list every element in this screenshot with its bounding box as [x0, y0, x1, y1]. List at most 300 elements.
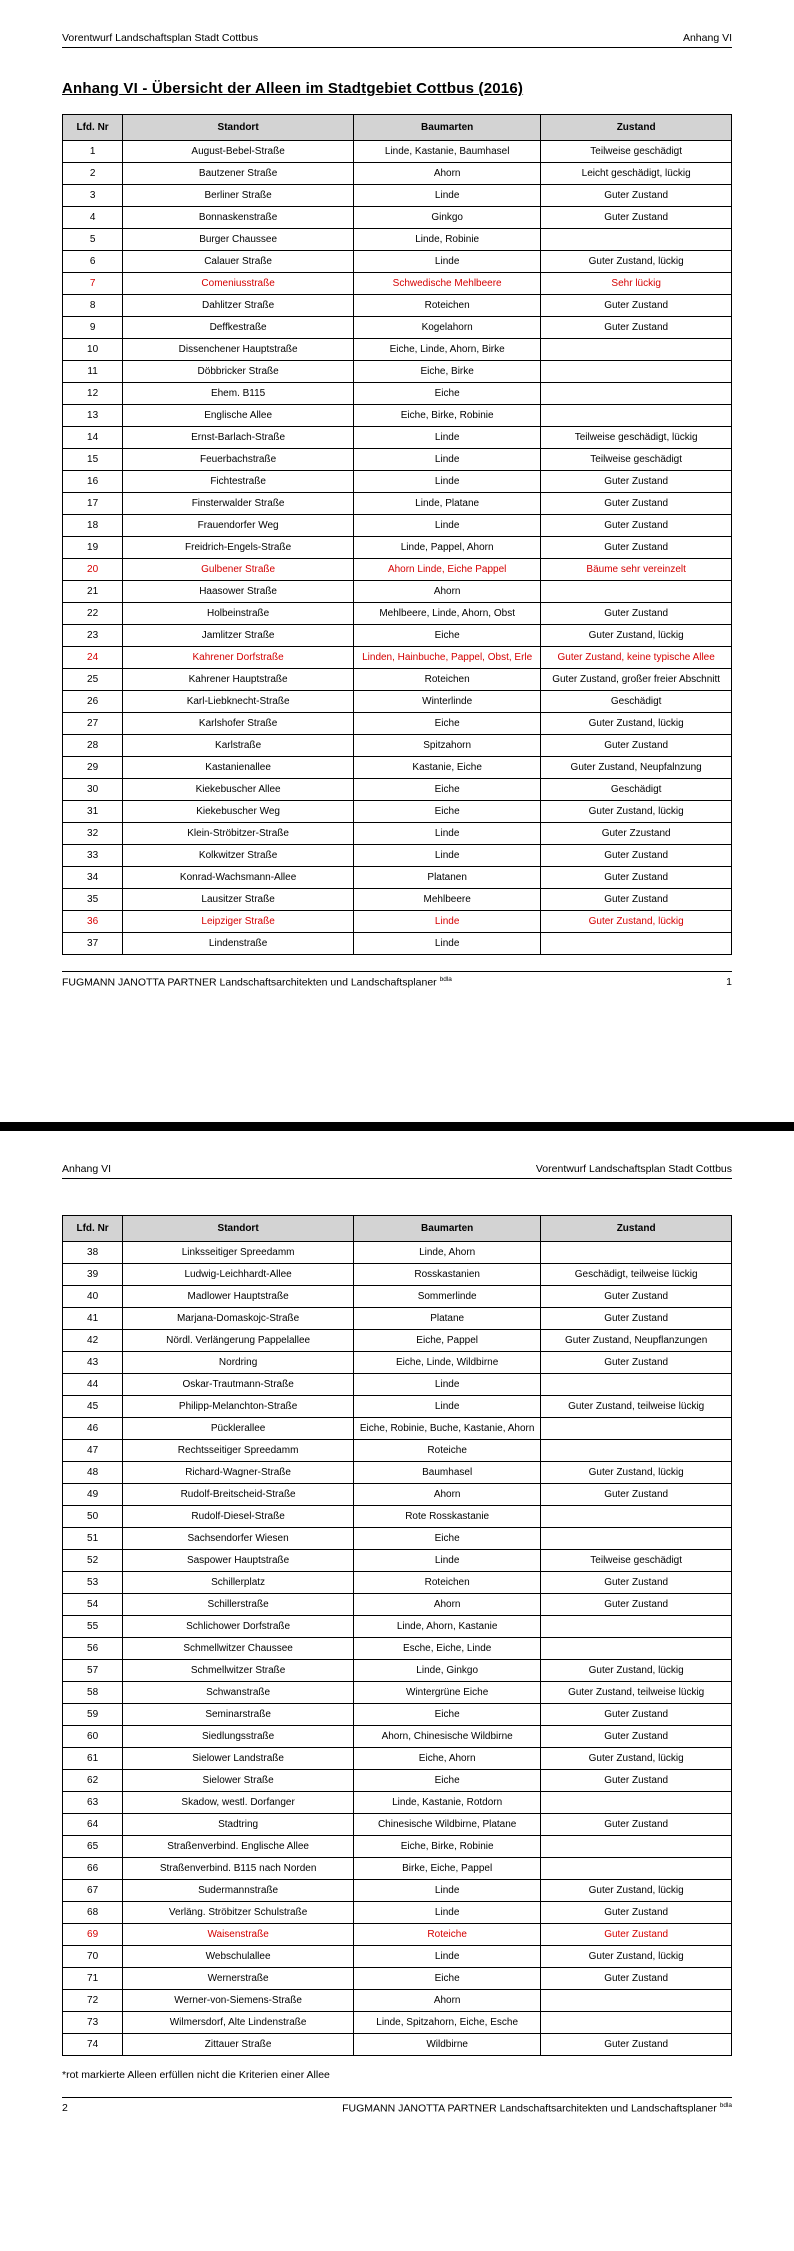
- cell-baumarten: Spitzahorn: [354, 735, 541, 757]
- cell-baumarten: Schwedische Mehlbeere: [354, 273, 541, 295]
- cell-zustand: Guter Zustand: [541, 537, 732, 559]
- cell-zustand: Bäume sehr vereinzelt: [541, 559, 732, 581]
- table-row: [63, 1286, 732, 1308]
- table-row: [63, 405, 732, 427]
- table-row: [63, 581, 732, 603]
- cell-nr: 3: [63, 185, 123, 207]
- table-row: [63, 1242, 732, 1264]
- cell-nr: 62: [63, 1770, 123, 1792]
- column-header-standort: Standort: [123, 115, 354, 141]
- table-row: [63, 361, 732, 383]
- cell-standort: Marjana-Domaskojc-Straße: [123, 1308, 354, 1330]
- cell-baumarten: Linde: [354, 185, 541, 207]
- cell-baumarten: Linde, Platane: [354, 493, 541, 515]
- cell-nr: 17: [63, 493, 123, 515]
- cell-standort: Schillerplatz: [123, 1572, 354, 1594]
- table-row: [63, 845, 732, 867]
- table-row: [63, 1484, 732, 1506]
- table-row: [63, 713, 732, 735]
- table-row: [63, 427, 732, 449]
- table-row: [63, 757, 732, 779]
- cell-zustand: Geschädigt: [541, 691, 732, 713]
- cell-nr: 23: [63, 625, 123, 647]
- cell-zustand: Geschädigt: [541, 779, 732, 801]
- running-header: [62, 32, 732, 48]
- column-header-baumarten: Baumarten: [354, 115, 541, 141]
- table-row: [63, 1440, 732, 1462]
- cell-nr: 63: [63, 1792, 123, 1814]
- cell-standort: Philipp-Melanchton-Straße: [123, 1396, 354, 1418]
- cell-baumarten: Eiche, Birke: [354, 361, 541, 383]
- footer-company-name: FUGMANN JANOTTA PARTNER Landschaftsarchitekten und Landschaftsplaner: [342, 2102, 717, 2115]
- table-row: [63, 1792, 732, 1814]
- cell-nr: 65: [63, 1836, 123, 1858]
- cell-zustand: Guter Zustand: [541, 735, 732, 757]
- cell-baumarten: Wintergrüne Eiche: [354, 1682, 541, 1704]
- cell-zustand: Guter Zustand: [541, 1968, 732, 1990]
- footer-company-text: [62, 976, 452, 989]
- cell-zustand: Guter Zustand: [541, 295, 732, 317]
- cell-zustand: Geschädigt, teilweise lückig: [541, 1264, 732, 1286]
- cell-standort: Linksseitiger Spreedamm: [123, 1242, 354, 1264]
- cell-zustand: Guter Zustand: [541, 603, 732, 625]
- table-row: [63, 1374, 732, 1396]
- table-row: [63, 823, 732, 845]
- cell-standort: Schlichower Dorfstraße: [123, 1616, 354, 1638]
- cell-zustand: Guter Zustand: [541, 1308, 732, 1330]
- cell-zustand: Guter Zustand, lückig: [541, 1660, 732, 1682]
- cell-standort: Calauer Straße: [123, 251, 354, 273]
- cell-nr: 2: [63, 163, 123, 185]
- cell-baumarten: Eiche: [354, 1770, 541, 1792]
- cell-nr: 56: [63, 1638, 123, 1660]
- cell-baumarten: Eiche, Robinie, Buche, Kastanie, Ahorn: [354, 1418, 541, 1440]
- table-row: [63, 1726, 732, 1748]
- cell-zustand: Guter Zustand: [541, 493, 732, 515]
- cell-zustand: Guter Zustand: [541, 471, 732, 493]
- table-row: [63, 1418, 732, 1440]
- cell-baumarten: Roteichen: [354, 669, 541, 691]
- cell-zustand: Guter Zustand: [541, 1484, 732, 1506]
- table-row: [63, 1264, 732, 1286]
- cell-standort: Deffkestraße: [123, 317, 354, 339]
- cell-nr: 43: [63, 1352, 123, 1374]
- cell-baumarten: Linde: [354, 1946, 541, 1968]
- cell-standort: Schwanstraße: [123, 1682, 354, 1704]
- table-row: [63, 2034, 732, 2056]
- cell-zustand: [541, 405, 732, 427]
- cell-standort: Sielower Landstraße: [123, 1748, 354, 1770]
- document-page-1: [0, 0, 794, 1122]
- cell-baumarten: Ahorn, Chinesische Wildbirne: [354, 1726, 541, 1748]
- cell-standort: Rudolf-Breitscheid-Straße: [123, 1484, 354, 1506]
- document-page-2: [0, 1131, 794, 2251]
- cell-nr: 29: [63, 757, 123, 779]
- cell-baumarten: Eiche: [354, 1528, 541, 1550]
- cell-zustand: [541, 361, 732, 383]
- cell-baumarten: Ahorn: [354, 1990, 541, 2012]
- table-row: [63, 1968, 732, 1990]
- cell-standort: Döbbricker Straße: [123, 361, 354, 383]
- table-row: [63, 185, 732, 207]
- cell-zustand: Teilweise geschädigt, lückig: [541, 427, 732, 449]
- cell-nr: 8: [63, 295, 123, 317]
- cell-baumarten: Linde: [354, 911, 541, 933]
- cell-standort: Fichtestraße: [123, 471, 354, 493]
- header-left-text: Anhang VI: [62, 1163, 112, 1175]
- cell-standort: Richard-Wagner-Straße: [123, 1462, 354, 1484]
- cell-nr: 51: [63, 1528, 123, 1550]
- table-row: [63, 339, 732, 361]
- cell-nr: 66: [63, 1858, 123, 1880]
- cell-baumarten: Linde: [354, 933, 541, 955]
- cell-nr: 61: [63, 1748, 123, 1770]
- cell-nr: 73: [63, 2012, 123, 2034]
- page-separator-bar: [0, 1122, 794, 1131]
- cell-standort: Sudermannstraße: [123, 1880, 354, 1902]
- cell-zustand: Guter Zustand, großer freier Abschnitt: [541, 669, 732, 691]
- table-row: [63, 559, 732, 581]
- cell-standort: Seminarstraße: [123, 1704, 354, 1726]
- cell-standort: August-Bebel-Straße: [123, 141, 354, 163]
- table-row: [63, 1748, 732, 1770]
- cell-baumarten: Linden, Hainbuche, Pappel, Obst, Erle: [354, 647, 541, 669]
- cell-zustand: Guter Zustand: [541, 1814, 732, 1836]
- cell-nr: 1: [63, 141, 123, 163]
- cell-standort: Webschulallee: [123, 1946, 354, 1968]
- cell-baumarten: Ahorn: [354, 1594, 541, 1616]
- cell-nr: 42: [63, 1330, 123, 1352]
- cell-baumarten: Linde: [354, 449, 541, 471]
- table-row: [63, 1528, 732, 1550]
- cell-zustand: Guter Zustand, lückig: [541, 625, 732, 647]
- cell-zustand: Guter Zustand, Neupfalnzung: [541, 757, 732, 779]
- bdla-superscript: bdla: [439, 976, 452, 983]
- cell-standort: Sielower Straße: [123, 1770, 354, 1792]
- cell-standort: Ernst-Barlach-Straße: [123, 427, 354, 449]
- cell-zustand: [541, 2012, 732, 2034]
- cell-baumarten: Eiche: [354, 1968, 541, 1990]
- cell-standort: Freidrich-Engels-Straße: [123, 537, 354, 559]
- cell-baumarten: Esche, Eiche, Linde: [354, 1638, 541, 1660]
- cell-nr: 41: [63, 1308, 123, 1330]
- table-row: [63, 1880, 732, 1902]
- cell-zustand: [541, 1242, 732, 1264]
- cell-zustand: [541, 1990, 732, 2012]
- cell-nr: 16: [63, 471, 123, 493]
- table-row: [63, 867, 732, 889]
- table-row: [63, 2012, 732, 2034]
- cell-standort: Kastanienallee: [123, 757, 354, 779]
- table-row: [63, 1352, 732, 1374]
- cell-nr: 67: [63, 1880, 123, 1902]
- table-row: [63, 471, 732, 493]
- cell-standort: Straßenverbind. Englische Allee: [123, 1836, 354, 1858]
- table-row: [63, 383, 732, 405]
- table-row: [63, 1858, 732, 1880]
- cell-zustand: Guter Zustand: [541, 1770, 732, 1792]
- cell-standort: Rudolf-Diesel-Straße: [123, 1506, 354, 1528]
- cell-zustand: Guter Zustand, lückig: [541, 1748, 732, 1770]
- cell-baumarten: Linde, Ahorn: [354, 1242, 541, 1264]
- table-row: [63, 1902, 732, 1924]
- document-title: Anhang VI - Übersicht der Alleen im Stadtgebiet Cottbus (2016): [62, 80, 524, 97]
- table-row: [63, 625, 732, 647]
- cell-zustand: [541, 1440, 732, 1462]
- cell-nr: 54: [63, 1594, 123, 1616]
- cell-zustand: Guter Zustand, lückig: [541, 251, 732, 273]
- table-row: [63, 449, 732, 471]
- cell-zustand: Guter Zustand: [541, 1704, 732, 1726]
- cell-baumarten: Eiche, Pappel: [354, 1330, 541, 1352]
- cell-standort: Kiekebuscher Weg: [123, 801, 354, 823]
- cell-nr: 44: [63, 1374, 123, 1396]
- cell-standort: Finsterwalder Straße: [123, 493, 354, 515]
- cell-standort: Gulbener Straße: [123, 559, 354, 581]
- cell-baumarten: Eiche: [354, 625, 541, 647]
- cell-baumarten: Linde, Kastanie, Rotdorn: [354, 1792, 541, 1814]
- cell-standort: Oskar-Trautmann-Straße: [123, 1374, 354, 1396]
- cell-zustand: Guter Zustand, lückig: [541, 1880, 732, 1902]
- cell-nr: 39: [63, 1264, 123, 1286]
- cell-nr: 10: [63, 339, 123, 361]
- cell-nr: 64: [63, 1814, 123, 1836]
- cell-standort: Burger Chaussee: [123, 229, 354, 251]
- cell-standort: Konrad-Wachsmann-Allee: [123, 867, 354, 889]
- cell-standort: Nordring: [123, 1352, 354, 1374]
- column-header-zustand: Zustand: [541, 115, 732, 141]
- table-row: [63, 1704, 732, 1726]
- cell-standort: Karlstraße: [123, 735, 354, 757]
- cell-nr: 20: [63, 559, 123, 581]
- cell-baumarten: Sommerlinde: [354, 1286, 541, 1308]
- cell-nr: 40: [63, 1286, 123, 1308]
- cell-standort: Feuerbachstraße: [123, 449, 354, 471]
- page-footer: [62, 971, 732, 989]
- cell-zustand: Guter Zustand: [541, 1352, 732, 1374]
- cell-nr: 5: [63, 229, 123, 251]
- cell-baumarten: Ahorn: [354, 163, 541, 185]
- cell-nr: 53: [63, 1572, 123, 1594]
- table-row: [63, 1506, 732, 1528]
- cell-standort: Stadtring: [123, 1814, 354, 1836]
- table-row: [63, 691, 732, 713]
- header-right-text: Vorentwurf Landschaftsplan Stadt Cottbus: [535, 1163, 732, 1175]
- page-number: 1: [726, 976, 732, 988]
- table-header-row: [63, 1216, 732, 1242]
- cell-baumarten: Linde, Spitzahorn, Eiche, Esche: [354, 2012, 541, 2034]
- table-row: [63, 1638, 732, 1660]
- running-header: [62, 1163, 732, 1179]
- cell-zustand: [541, 1418, 732, 1440]
- cell-baumarten: Mehlbeere, Linde, Ahorn, Obst: [354, 603, 541, 625]
- table-row: [63, 1396, 732, 1418]
- cell-nr: 7: [63, 273, 123, 295]
- cell-nr: 49: [63, 1484, 123, 1506]
- cell-standort: Straßenverbind. B115 nach Norden: [123, 1858, 354, 1880]
- table-row: [63, 515, 732, 537]
- table-row: [63, 1462, 732, 1484]
- cell-zustand: Guter Zustand: [541, 1594, 732, 1616]
- cell-standort: Haasower Straße: [123, 581, 354, 603]
- header-right-text: Anhang VI: [682, 32, 732, 44]
- cell-standort: Saspower Hauptstraße: [123, 1550, 354, 1572]
- cell-baumarten: Linde: [354, 1550, 541, 1572]
- cell-nr: 45: [63, 1396, 123, 1418]
- cell-standort: Wernerstraße: [123, 1968, 354, 1990]
- cell-nr: 9: [63, 317, 123, 339]
- cell-baumarten: Linde, Ginkgo: [354, 1660, 541, 1682]
- cell-nr: 27: [63, 713, 123, 735]
- cell-standort: Kahrener Hauptstraße: [123, 669, 354, 691]
- cell-baumarten: Baumhasel: [354, 1462, 541, 1484]
- cell-baumarten: Eiche, Birke, Robinie: [354, 1836, 541, 1858]
- cell-nr: 72: [63, 1990, 123, 2012]
- cell-zustand: [541, 1506, 732, 1528]
- cell-baumarten: Linde: [354, 251, 541, 273]
- cell-baumarten: Linde: [354, 1880, 541, 1902]
- table-row: [63, 1330, 732, 1352]
- cell-nr: 19: [63, 537, 123, 559]
- table-row: [63, 603, 732, 625]
- table-row: [63, 1836, 732, 1858]
- column-header-standort: Standort: [123, 1216, 354, 1242]
- cell-nr: 32: [63, 823, 123, 845]
- cell-zustand: [541, 383, 732, 405]
- cell-nr: 21: [63, 581, 123, 603]
- cell-baumarten: Rosskastanien: [354, 1264, 541, 1286]
- cell-baumarten: Kogelahorn: [354, 317, 541, 339]
- cell-baumarten: Ginkgo: [354, 207, 541, 229]
- table-row: [63, 1616, 732, 1638]
- table-row: [63, 251, 732, 273]
- cell-nr: 12: [63, 383, 123, 405]
- cell-nr: 18: [63, 515, 123, 537]
- cell-nr: 37: [63, 933, 123, 955]
- cell-standort: Frauendorfer Weg: [123, 515, 354, 537]
- cell-baumarten: Platanen: [354, 867, 541, 889]
- cell-nr: 4: [63, 207, 123, 229]
- cell-baumarten: Linde, Pappel, Ahorn: [354, 537, 541, 559]
- cell-baumarten: Eiche: [354, 779, 541, 801]
- cell-nr: 11: [63, 361, 123, 383]
- cell-zustand: Teilweise geschädigt: [541, 141, 732, 163]
- cell-standort: Karl-Liebknecht-Straße: [123, 691, 354, 713]
- cell-standort: Ludwig-Leichhardt-Allee: [123, 1264, 354, 1286]
- cell-baumarten: Linde: [354, 823, 541, 845]
- table-row: [63, 1594, 732, 1616]
- cell-baumarten: Linde: [354, 427, 541, 449]
- cell-standort: Werner-von-Siemens-Straße: [123, 1990, 354, 2012]
- table-row: [63, 1308, 732, 1330]
- cell-baumarten: Linde, Kastanie, Baumhasel: [354, 141, 541, 163]
- cell-zustand: Guter Zustand: [541, 207, 732, 229]
- cell-standort: Lausitzer Straße: [123, 889, 354, 911]
- cell-zustand: Guter Zustand, teilweise lückig: [541, 1682, 732, 1704]
- cell-zustand: Guter Zustand, lückig: [541, 1946, 732, 1968]
- cell-standort: Schmellwitzer Straße: [123, 1660, 354, 1682]
- cell-nr: 52: [63, 1550, 123, 1572]
- cell-zustand: Guter Zustand, lückig: [541, 1462, 732, 1484]
- page-footer: [62, 2097, 732, 2115]
- cell-nr: 35: [63, 889, 123, 911]
- cell-zustand: Leicht geschädigt, lückig: [541, 163, 732, 185]
- table-row: [63, 1990, 732, 2012]
- table-row: [63, 933, 732, 955]
- cell-zustand: Guter Zustand, keine typische Allee: [541, 647, 732, 669]
- cell-zustand: Guter Zustand: [541, 2034, 732, 2056]
- cell-zustand: Guter Zzustand: [541, 823, 732, 845]
- cell-nr: 57: [63, 1660, 123, 1682]
- cell-nr: 25: [63, 669, 123, 691]
- cell-baumarten: Roteiche: [354, 1924, 541, 1946]
- cell-baumarten: Eiche: [354, 801, 541, 823]
- table-row: [63, 647, 732, 669]
- cell-baumarten: Roteichen: [354, 1572, 541, 1594]
- cell-zustand: Guter Zustand: [541, 515, 732, 537]
- cell-zustand: Teilweise geschädigt: [541, 1550, 732, 1572]
- cell-baumarten: Linde, Robinie: [354, 229, 541, 251]
- cell-standort: Holbeinstraße: [123, 603, 354, 625]
- table-row: [63, 163, 732, 185]
- cell-standort: Ehem. B115: [123, 383, 354, 405]
- cell-standort: Dahlitzer Straße: [123, 295, 354, 317]
- cell-zustand: [541, 1638, 732, 1660]
- cell-nr: 33: [63, 845, 123, 867]
- cell-baumarten: Platane: [354, 1308, 541, 1330]
- cell-baumarten: Ahorn: [354, 581, 541, 603]
- cell-baumarten: Eiche, Birke, Robinie: [354, 405, 541, 427]
- cell-baumarten: Birke, Eiche, Pappel: [354, 1858, 541, 1880]
- bdla-superscript: bdla: [719, 2102, 732, 2109]
- column-header-zustand: Zustand: [541, 1216, 732, 1242]
- cell-standort: Madlower Hauptstraße: [123, 1286, 354, 1308]
- cell-zustand: [541, 1858, 732, 1880]
- cell-nr: 22: [63, 603, 123, 625]
- cell-baumarten: Eiche: [354, 713, 541, 735]
- cell-baumarten: Mehlbeere: [354, 889, 541, 911]
- cell-standort: Jamlitzer Straße: [123, 625, 354, 647]
- cell-standort: Comeniusstraße: [123, 273, 354, 295]
- cell-nr: 6: [63, 251, 123, 273]
- cell-zustand: Guter Zustand: [541, 1902, 732, 1924]
- cell-standort: Sachsendorfer Wiesen: [123, 1528, 354, 1550]
- table-row: [63, 493, 732, 515]
- table-header-row: [63, 115, 732, 141]
- cell-standort: Nördl. Verlängerung Pappelallee: [123, 1330, 354, 1352]
- cell-nr: 55: [63, 1616, 123, 1638]
- cell-standort: Zittauer Straße: [123, 2034, 354, 2056]
- cell-standort: Berliner Straße: [123, 185, 354, 207]
- cell-standort: Leipziger Straße: [123, 911, 354, 933]
- cell-nr: 68: [63, 1902, 123, 1924]
- cell-baumarten: Linde: [354, 1374, 541, 1396]
- cell-standort: Bonnaskenstraße: [123, 207, 354, 229]
- cell-nr: 14: [63, 427, 123, 449]
- table-row: [63, 1770, 732, 1792]
- cell-zustand: [541, 1374, 732, 1396]
- table-row: [63, 1550, 732, 1572]
- cell-zustand: [541, 581, 732, 603]
- cell-baumarten: Linde: [354, 1396, 541, 1418]
- cell-zustand: Teilweise geschädigt: [541, 449, 732, 471]
- cell-zustand: [541, 339, 732, 361]
- cell-nr: 71: [63, 1968, 123, 1990]
- table-row: [63, 295, 732, 317]
- cell-zustand: [541, 1528, 732, 1550]
- cell-baumarten: Eiche, Linde, Wildbirne: [354, 1352, 541, 1374]
- column-header-lfd-nr: Lfd. Nr: [63, 115, 123, 141]
